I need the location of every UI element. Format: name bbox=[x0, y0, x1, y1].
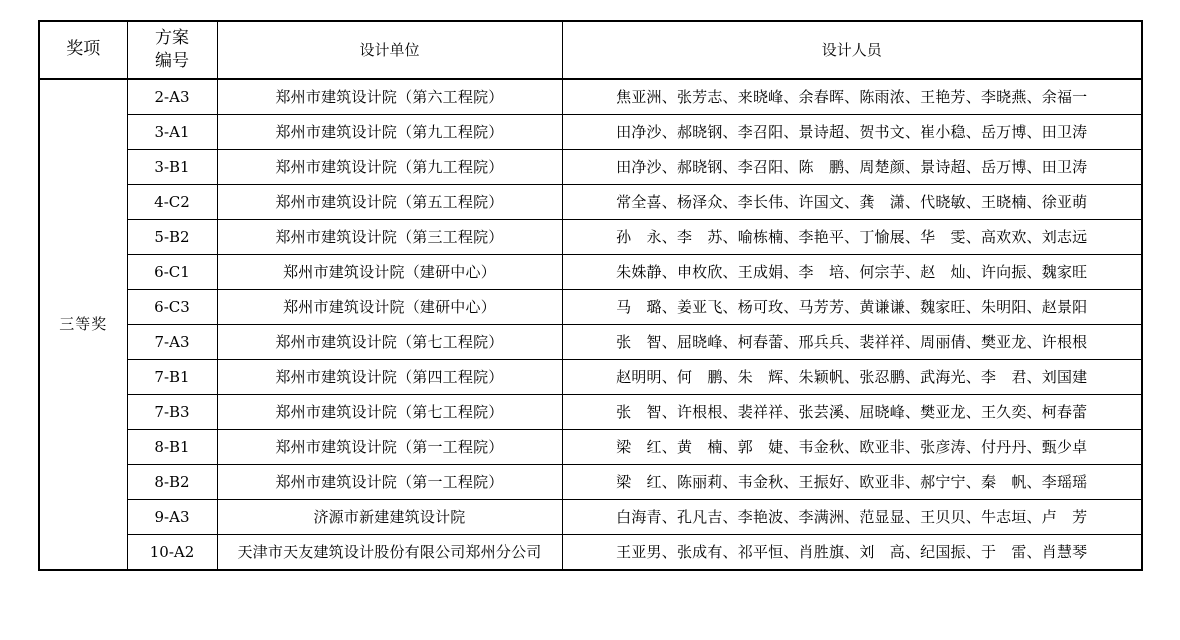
row-unit: 郑州市建筑设计院（第一工程院） bbox=[217, 430, 562, 465]
row-unit: 郑州市建筑设计院（第四工程院） bbox=[217, 360, 562, 395]
row-unit: 郑州市建筑设计院（第三工程院） bbox=[217, 220, 562, 255]
row-people: 常全喜、杨泽众、李长伟、许国文、龚 潇、代晓敏、王晓楠、徐亚萌 bbox=[562, 185, 1142, 220]
row-code: 9-A3 bbox=[127, 500, 217, 535]
header-award: 奖项 bbox=[39, 21, 127, 79]
row-people: 张 智、屈晓峰、柯春蕾、邢兵兵、裴祥祥、周丽倩、樊亚龙、许根根 bbox=[562, 325, 1142, 360]
table-row bbox=[39, 465, 1142, 500]
row-people: 梁 红、陈丽莉、韦金秋、王振好、欧亚非、郝宁宁、秦 帆、李瑶瑶 bbox=[562, 465, 1142, 500]
table-row bbox=[39, 185, 1142, 220]
header-code-line1: 方案 bbox=[155, 28, 189, 49]
row-unit: 郑州市建筑设计院（建研中心） bbox=[217, 290, 562, 325]
row-code: 5-B2 bbox=[127, 220, 217, 255]
table-row bbox=[39, 220, 1142, 255]
row-code: 3-A1 bbox=[127, 115, 217, 150]
row-unit: 郑州市建筑设计院（第一工程院） bbox=[217, 465, 562, 500]
table-body bbox=[39, 79, 1142, 570]
row-code: 4-C2 bbox=[127, 185, 217, 220]
row-people: 田净沙、郝晓钢、李召阳、陈 鹏、周楚颜、景诗超、岳万博、田卫涛 bbox=[562, 150, 1142, 185]
row-unit: 郑州市建筑设计院（第九工程院） bbox=[217, 115, 562, 150]
table-row bbox=[39, 115, 1142, 150]
table-row bbox=[39, 360, 1142, 395]
table-row bbox=[39, 290, 1142, 325]
row-unit: 郑州市建筑设计院（第七工程院） bbox=[217, 325, 562, 360]
row-unit: 济源市新建建筑设计院 bbox=[217, 500, 562, 535]
row-code: 10-A2 bbox=[127, 535, 217, 571]
table-header-row bbox=[39, 21, 1142, 79]
row-people: 梁 红、黄 楠、郭 婕、韦金秋、欧亚非、张彦涛、付丹丹、甄少卓 bbox=[562, 430, 1142, 465]
row-unit: 天津市天友建筑设计股份有限公司郑州分公司 bbox=[217, 535, 562, 571]
row-code: 7-B1 bbox=[127, 360, 217, 395]
row-code: 3-B1 bbox=[127, 150, 217, 185]
table-row bbox=[39, 500, 1142, 535]
row-code: 7-A3 bbox=[127, 325, 217, 360]
header-unit: 设计单位 bbox=[217, 21, 562, 79]
table-header bbox=[39, 21, 1142, 79]
row-unit: 郑州市建筑设计院（第九工程院） bbox=[217, 150, 562, 185]
header-people: 设计人员 bbox=[562, 21, 1142, 79]
row-people: 孙 永、李 苏、喻栋楠、李艳平、丁愉展、华 雯、高欢欢、刘志远 bbox=[562, 220, 1142, 255]
row-people: 张 智、许根根、裴祥祥、张芸溪、屈晓峰、樊亚龙、王久奕、柯春蕾 bbox=[562, 395, 1142, 430]
table-row bbox=[39, 150, 1142, 185]
row-people: 焦亚洲、张芳志、来晓峰、余春晖、陈雨浓、王艳芳、李晓燕、余福一 bbox=[562, 79, 1142, 115]
row-code: 7-B3 bbox=[127, 395, 217, 430]
row-unit: 郑州市建筑设计院（第五工程院） bbox=[217, 185, 562, 220]
row-people: 王亚男、张成有、祁平恒、肖胜旗、刘 高、纪国振、于 雷、肖慧琴 bbox=[562, 535, 1142, 571]
award-group-label: 三等奖 bbox=[39, 79, 127, 570]
table-row bbox=[39, 79, 1142, 115]
row-code: 6-C1 bbox=[127, 255, 217, 290]
award-table-container bbox=[38, 20, 1143, 571]
table-row bbox=[39, 395, 1142, 430]
header-code-line2: 编号 bbox=[155, 51, 189, 71]
row-code: 6-C3 bbox=[127, 290, 217, 325]
row-people: 白海青、孔凡吉、李艳波、李满洲、范显显、王贝贝、牛志垣、卢 芳 bbox=[562, 500, 1142, 535]
row-unit: 郑州市建筑设计院（第七工程院） bbox=[217, 395, 562, 430]
row-people: 朱姝静、申枚欣、王成娟、李 培、何宗芋、赵 灿、许向振、魏家旺 bbox=[562, 255, 1142, 290]
table-row bbox=[39, 255, 1142, 290]
table-row bbox=[39, 535, 1142, 571]
header-code bbox=[127, 21, 217, 79]
row-code: 8-B2 bbox=[127, 465, 217, 500]
award-table bbox=[38, 20, 1143, 571]
row-code: 8-B1 bbox=[127, 430, 217, 465]
row-unit: 郑州市建筑设计院（第六工程院） bbox=[217, 79, 562, 115]
row-unit: 郑州市建筑设计院（建研中心） bbox=[217, 255, 562, 290]
row-code: 2-A3 bbox=[127, 79, 217, 115]
table-row bbox=[39, 430, 1142, 465]
row-people: 田净沙、郝晓钢、李召阳、景诗超、贺书文、崔小稳、岳万博、田卫涛 bbox=[562, 115, 1142, 150]
row-people: 马 璐、姜亚飞、杨可玫、马芳芳、黄谦谦、魏家旺、朱明阳、赵景阳 bbox=[562, 290, 1142, 325]
table-row bbox=[39, 325, 1142, 360]
row-people: 赵明明、何 鹏、朱 辉、朱颖帆、张忍鹏、武海光、李 君、刘国建 bbox=[562, 360, 1142, 395]
